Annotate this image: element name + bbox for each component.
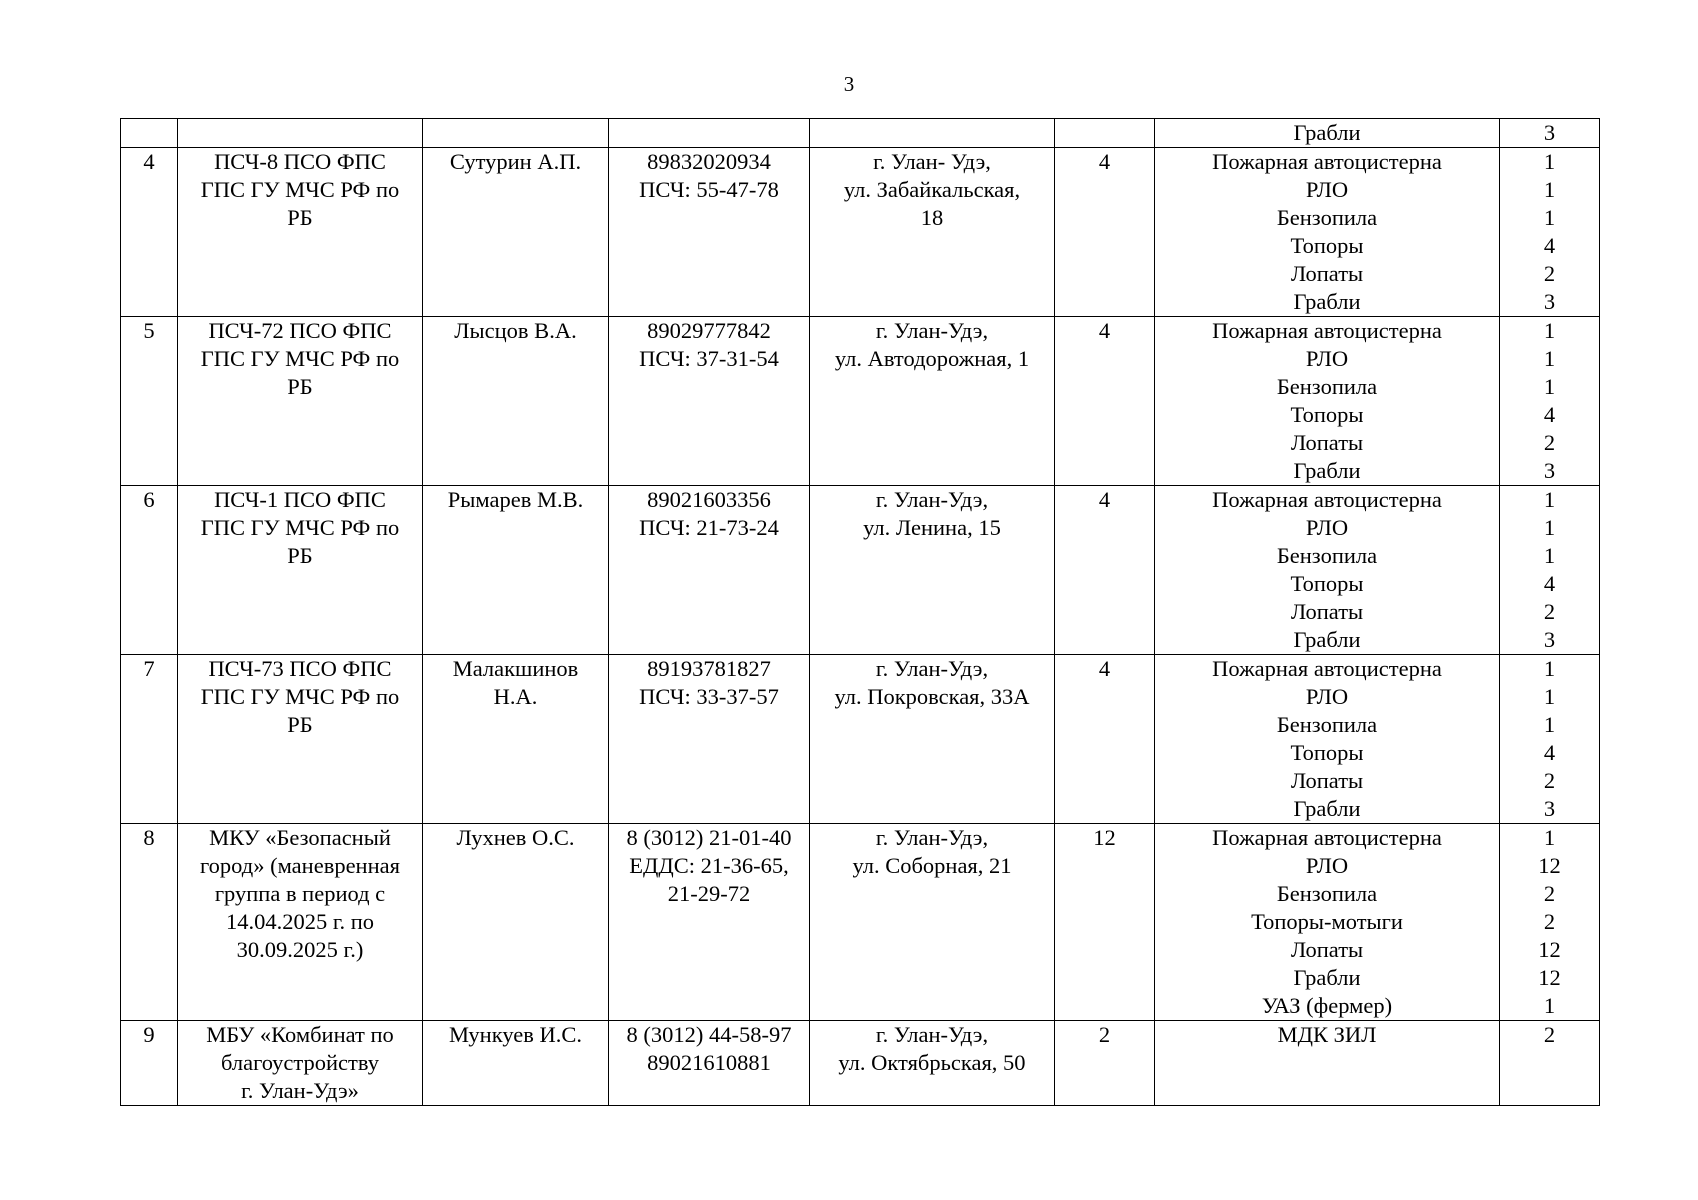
equipment-line: Пожарная автоцистерна [1212, 487, 1442, 512]
quantity-line: 1 [1543, 712, 1556, 737]
staff-count-value: 4 [1098, 656, 1111, 681]
address-cell [810, 148, 1055, 317]
organization-line: МКУ «Безопасный [209, 825, 391, 850]
staff-count-cell [1055, 486, 1155, 655]
quantity-cell [1500, 148, 1600, 317]
organization-line: ПСЧ-72 ПСО ФПС [208, 318, 392, 343]
equipment-line: РЛО [1305, 515, 1349, 540]
quantity-cell [1500, 824, 1600, 1021]
organization-cell [178, 824, 423, 1021]
quantity-line: 2 [1543, 430, 1556, 455]
organization-line: МБУ «Комбинат по [206, 1022, 394, 1047]
equipment-line: РЛО [1305, 684, 1349, 709]
quantity-line: 1 [1543, 656, 1556, 681]
phones-line: ПСЧ: 21-73-24 [639, 515, 779, 540]
equipment-line: РЛО [1305, 177, 1349, 202]
quantity-line: 1 [1543, 149, 1556, 174]
quantity-line: 2 [1543, 261, 1556, 286]
page-number: 3 [843, 72, 855, 96]
equipment-line: Лопаты [1290, 937, 1364, 962]
staff-count-cell [1055, 148, 1155, 317]
responsible-person-cell [423, 655, 609, 824]
equipment-cell [1155, 119, 1500, 148]
equipment-cell [1155, 486, 1500, 655]
equipment-line: Топоры [1290, 571, 1364, 596]
phones-cell [609, 119, 810, 148]
quantity-line: 1 [1543, 543, 1556, 568]
staff-count-value: 4 [1098, 487, 1111, 512]
equipment-line: Лопаты [1290, 430, 1364, 455]
phones-cell [609, 317, 810, 486]
phones-line: 89832020934 [647, 149, 771, 174]
responsible-person-cell [423, 824, 609, 1021]
address-cell [810, 119, 1055, 148]
address-line: г. Улан-Удэ, [875, 487, 989, 512]
address-cell [810, 486, 1055, 655]
equipment-line: Лопаты [1290, 599, 1364, 624]
responsible-person-line: Н.А. [493, 684, 538, 709]
organization-line: ПСЧ-8 ПСО ФПС [214, 149, 386, 174]
equipment-line: РЛО [1305, 853, 1349, 878]
table-row [121, 148, 1600, 317]
row-number-value: 6 [143, 487, 155, 512]
address-cell [810, 317, 1055, 486]
phones-line: 89193781827 [647, 656, 771, 681]
row-number-cell [121, 1021, 178, 1106]
address-line: г. Улан-Удэ, [875, 825, 989, 850]
responsible-person-line: Лухнев О.С. [456, 825, 575, 850]
phones-cell [609, 148, 810, 317]
row-number-cell [121, 655, 178, 824]
responsible-person-line: Малакшинов [452, 656, 579, 681]
phones-cell [609, 824, 810, 1021]
equipment-line: Лопаты [1290, 768, 1364, 793]
staff-count-value: 4 [1098, 149, 1111, 174]
quantity-line: 1 [1543, 177, 1556, 202]
organization-line: ГПС ГУ МЧС РФ по [200, 346, 400, 371]
quantity-line: 4 [1543, 233, 1556, 258]
phones-line: ЕДДС: 21-36-65, [629, 853, 789, 878]
quantity-line: 1 [1543, 318, 1556, 343]
staff-count-cell [1055, 119, 1155, 148]
address-cell [810, 1021, 1055, 1106]
equipment-line: Топоры [1290, 402, 1364, 427]
organization-cell [178, 1021, 423, 1106]
staff-count-value: 4 [1098, 318, 1111, 343]
address-line: г. Улан-Удэ, [875, 656, 989, 681]
quantity-line: 1 [1543, 346, 1556, 371]
equipment-line: Грабли [1293, 627, 1361, 652]
table-row [121, 824, 1600, 1021]
row-number-value: 8 [143, 825, 155, 850]
quantity-line: 1 [1543, 374, 1556, 399]
staff-count-cell [1055, 655, 1155, 824]
address-cell [810, 655, 1055, 824]
address-line: г. Улан-Удэ, [875, 1022, 989, 1047]
row-number-cell [121, 317, 178, 486]
row-number-value: 9 [143, 1022, 155, 1047]
quantity-line: 12 [1538, 965, 1561, 990]
table-row [121, 317, 1600, 486]
organization-line: ГПС ГУ МЧС РФ по [200, 177, 400, 202]
row-number-cell [121, 824, 178, 1021]
phones-line: 89021610881 [647, 1050, 771, 1075]
quantity-line: 1 [1543, 515, 1556, 540]
responsible-person-cell [423, 486, 609, 655]
table-row [121, 486, 1600, 655]
organization-cell [178, 317, 423, 486]
address-line: ул. Забайкальская, [843, 177, 1021, 202]
staff-count-value: 12 [1093, 825, 1116, 850]
quantity-cell [1500, 1021, 1600, 1106]
equipment-line: РЛО [1305, 346, 1349, 371]
phones-cell [609, 655, 810, 824]
quantity-line: 1 [1543, 825, 1556, 850]
row-number-value: 7 [143, 656, 155, 681]
address-line: г. Улан- Удэ, [873, 149, 991, 174]
organization-line: ГПС ГУ МЧС РФ по [200, 684, 400, 709]
quantity-line: 2 [1543, 1022, 1556, 1047]
address-line: 18 [920, 205, 944, 230]
quantity-cell [1500, 317, 1600, 486]
organization-line: РБ [287, 543, 313, 568]
equipment-line: УАЗ (фермер) [1261, 993, 1393, 1018]
responsible-person-cell [423, 317, 609, 486]
equipment-line: Бензопила [1276, 205, 1378, 230]
phones-line: ПСЧ: 37-31-54 [639, 346, 779, 371]
quantity-line: 3 [1543, 796, 1556, 821]
equipment-line: Пожарная автоцистерна [1212, 656, 1442, 681]
organization-line: РБ [287, 374, 313, 399]
equipment-line: Бензопила [1276, 712, 1378, 737]
quantity-cell [1500, 655, 1600, 824]
equipment-cell [1155, 824, 1500, 1021]
quantity-line: 3 [1543, 458, 1556, 483]
equipment-line: МДК ЗИЛ [1277, 1022, 1377, 1047]
row-number-value: 5 [143, 318, 155, 343]
address-line: ул. Автодорожная, 1 [834, 346, 1030, 371]
row-number-cell [121, 486, 178, 655]
responsible-person-line: Мункуев И.С. [448, 1022, 583, 1047]
equipment-line: Топоры-мотыги [1251, 909, 1403, 934]
address-line: ул. Ленина, 15 [863, 515, 1001, 540]
equipment-line: Бензопила [1276, 881, 1378, 906]
equipment-cell [1155, 655, 1500, 824]
phones-line: ПСЧ: 55-47-78 [639, 177, 779, 202]
quantity-line: 2 [1543, 599, 1556, 624]
equipment-line: Лопаты [1290, 261, 1364, 286]
quantity-line: 3 [1543, 627, 1556, 652]
organization-cell [178, 148, 423, 317]
quantity-line: 1 [1543, 993, 1556, 1018]
quantity-line: 4 [1543, 402, 1556, 427]
quantity-line: 1 [1543, 684, 1556, 709]
equipment-line: Грабли [1293, 458, 1361, 483]
organization-line: РБ [287, 205, 313, 230]
equipment-cell [1155, 1021, 1500, 1106]
address-line: ул. Покровская, 33А [834, 684, 1030, 709]
phones-line: 89029777842 [647, 318, 771, 343]
organization-line: г. Улан-Удэ» [241, 1078, 359, 1103]
equipment-line: Топоры [1290, 740, 1364, 765]
table-row [121, 655, 1600, 824]
staff-count-cell [1055, 1021, 1155, 1106]
quantity-line: 1 [1543, 205, 1556, 230]
address-line: г. Улан-Удэ, [875, 318, 989, 343]
organization-cell [178, 655, 423, 824]
equipment-cell [1155, 148, 1500, 317]
equipment-line: Пожарная автоцистерна [1212, 825, 1442, 850]
responsible-person-line: Сутурин А.П. [449, 149, 582, 174]
phones-cell [609, 486, 810, 655]
staff-count-cell [1055, 824, 1155, 1021]
address-line: ул. Соборная, 21 [852, 853, 1012, 878]
staff-count-value: 2 [1098, 1022, 1111, 1047]
resources-table [120, 118, 1600, 1106]
row-number-cell [121, 148, 178, 317]
table-body [121, 119, 1600, 1106]
quantity-cell [1500, 119, 1600, 148]
responsible-person-line: Рымарев М.В. [447, 487, 584, 512]
responsible-person-cell [423, 1021, 609, 1106]
quantity-cell [1500, 486, 1600, 655]
equipment-line: Топоры [1290, 233, 1364, 258]
organization-line: ПСЧ-1 ПСО ФПС [214, 487, 386, 512]
equipment-line: Грабли [1293, 289, 1361, 314]
quantity-line: 4 [1543, 571, 1556, 596]
address-line: ул. Октябрьская, 50 [838, 1050, 1026, 1075]
row-number-cell [121, 119, 178, 148]
quantity-line: 3 [1543, 120, 1556, 145]
phones-line: ПСЧ: 33-37-57 [639, 684, 779, 709]
equipment-line: Грабли [1293, 965, 1361, 990]
organization-cell [178, 119, 423, 148]
organization-line: группа в период с [214, 881, 386, 906]
responsible-person-line: Лысцов В.А. [454, 318, 577, 343]
quantity-line: 4 [1543, 740, 1556, 765]
table-row [121, 119, 1600, 148]
table-row [121, 1021, 1600, 1106]
phones-line: 8 (3012) 21-01-40 [626, 825, 792, 850]
phones-line: 21-29-72 [667, 881, 751, 906]
quantity-line: 2 [1543, 768, 1556, 793]
quantity-line: 2 [1543, 881, 1556, 906]
quantity-line: 12 [1538, 853, 1561, 878]
phones-cell [609, 1021, 810, 1106]
quantity-line: 12 [1538, 937, 1561, 962]
quantity-line: 2 [1543, 909, 1556, 934]
equipment-cell [1155, 317, 1500, 486]
equipment-line: Бензопила [1276, 374, 1378, 399]
organization-line: ГПС ГУ МЧС РФ по [200, 515, 400, 540]
organization-line: 30.09.2025 г.) [236, 937, 364, 962]
phones-line: 8 (3012) 44-58-97 [626, 1022, 792, 1047]
responsible-person-cell [423, 148, 609, 317]
organization-line: ПСЧ-73 ПСО ФПС [208, 656, 392, 681]
organization-line: благоустройству [221, 1050, 379, 1075]
staff-count-cell [1055, 317, 1155, 486]
organization-cell [178, 486, 423, 655]
organization-line: 14.04.2025 г. по [225, 909, 375, 934]
row-number-value: 4 [143, 149, 155, 174]
organization-line: город» (маневренная [200, 853, 400, 878]
phones-line: 89021603356 [647, 487, 771, 512]
organization-line: РБ [287, 712, 313, 737]
equipment-line: Пожарная автоцистерна [1212, 318, 1442, 343]
equipment-line: Грабли [1293, 796, 1361, 821]
equipment-line: Грабли [1293, 120, 1361, 145]
address-cell [810, 824, 1055, 1021]
quantity-line: 3 [1543, 289, 1556, 314]
equipment-line: Пожарная автоцистерна [1212, 149, 1442, 174]
responsible-person-cell [423, 119, 609, 148]
quantity-line: 1 [1543, 487, 1556, 512]
equipment-line: Бензопила [1276, 543, 1378, 568]
